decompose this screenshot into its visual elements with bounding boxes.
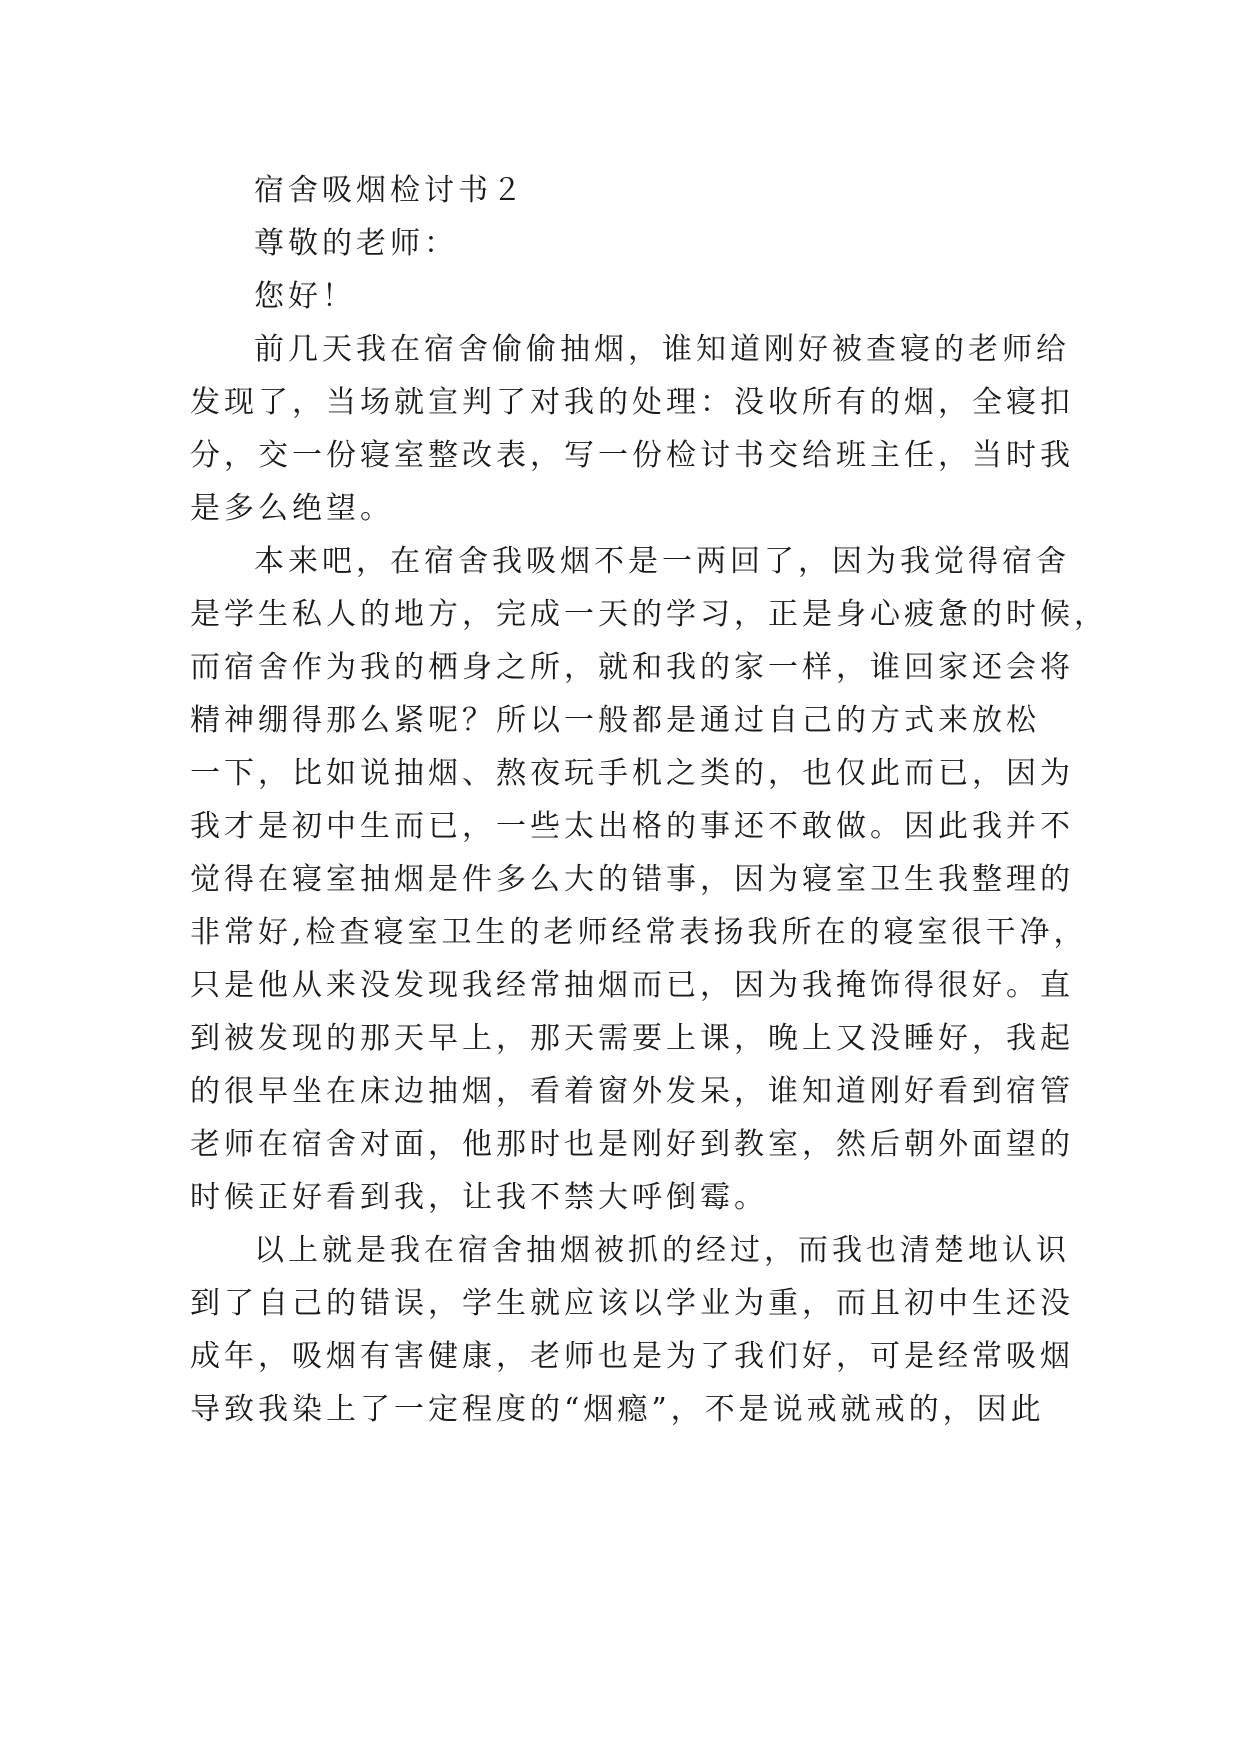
paragraph-line: 的很早坐在床边抽烟，看着窗外发呆，谁知道刚好看到宿管 (190, 1074, 1074, 1109)
paragraph-line: 非常好,检查寝室卫生的老师经常表扬我所在的寝室很干净， (190, 915, 1088, 950)
paragraph-3 (190, 1224, 1074, 1436)
paragraph-line: 分，交一份寝室整改表，写一份检讨书交给班主任，当时我 (190, 438, 1074, 473)
paragraph-line: 精神绷得那么紧呢？所以一般都是通过自己的方式来放松 (190, 703, 1040, 738)
paragraph-line: 到了自己的错误，学生就应该以学业为重，而且初中生还没 (190, 1286, 1074, 1321)
paragraph-line: 到被发现的那天早上，那天需要上课，晚上又没睡好，我起 (190, 1021, 1074, 1056)
paragraph-line: 而宿舍作为我的栖身之所，就和我的家一样，谁回家还会将 (190, 650, 1074, 685)
paragraph-line: 只是他从来没发现我经常抽烟而已，因为我掩饰得很好。直 (190, 968, 1074, 1003)
salutation: 尊敬的老师： (254, 226, 458, 261)
paragraph-line: 老师在宿舍对面，他那时也是刚好到教室，然后朝外面望的 (190, 1127, 1074, 1162)
paragraph-1 (190, 323, 1074, 535)
paragraph-line: 发现了，当场就宣判了对我的处理：没收所有的烟，全寝扣 (190, 385, 1074, 420)
greeting: 您好！ (254, 279, 356, 314)
paragraph-line: 是多么绝望。 (190, 491, 394, 526)
paragraph-line: 以上就是我在宿舍抽烟被抓的经过，而我也清楚地认识 (254, 1233, 1070, 1268)
paragraph-line: 我才是初中生而已，一些太出格的事还不敢做。因此我并不 (190, 809, 1074, 844)
paragraph-line: 成年，吸烟有害健康，老师也是为了我们好，可是经常吸烟 (190, 1339, 1074, 1374)
document-title: 宿舍吸烟检讨书２ (254, 173, 526, 208)
paragraph-line: 前几天我在宿舍偷偷抽烟，谁知道刚好被查寝的老师给 (254, 332, 1070, 367)
paragraph-line: 时候正好看到我，让我不禁大呼倒霉。 (190, 1180, 768, 1215)
paragraph-line: 一下，比如说抽烟、熬夜玩手机之类的，也仅此而已，因为 (190, 756, 1074, 791)
paragraph-line: 是学生私人的地方，完成一天的学习，正是身心疲惫的时候， (190, 597, 1108, 632)
document-body (190, 164, 1108, 1436)
paragraph-line: 本来吧，在宿舍我吸烟不是一两回了，因为我觉得宿舍 (254, 544, 1070, 579)
paragraph-line: 导致我染上了一定程度的“烟瘾”，不是说戒就戒的，因此 (190, 1392, 1045, 1427)
paragraph-2 (190, 535, 1108, 1224)
paragraph-line: 觉得在寝室抽烟是件多么大的错事，因为寝室卫生我整理的 (190, 862, 1074, 897)
